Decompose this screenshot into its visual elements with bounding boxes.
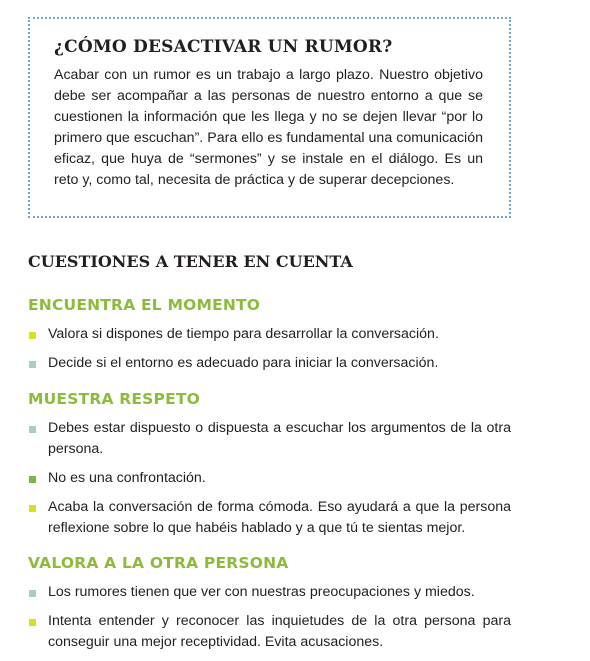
list-item-text: Debes estar dispuesto o dispuesta a escuchar los argumentos de la otra persona.: [48, 420, 511, 457]
square-bullet-icon: [29, 361, 36, 368]
tip-group: [28, 390, 511, 539]
square-bullet-icon: [29, 590, 36, 597]
list-item-text: Intenta entender y reconocer las inquietudes de la otra persona para conseguir una mejor receptividad. Evita acusaciones.: [48, 613, 511, 650]
list-item: [28, 468, 511, 489]
list-item-text: Acaba la conversación de forma cómoda. Eso ayudará a que la persona reflexione sobre lo que habéis hablado y a que tú te sientas mejor.: [48, 499, 511, 536]
group-heading: ENCUENTRA EL MOMENTO: [28, 296, 261, 314]
group-heading: MUESTRA RESPETO: [28, 390, 201, 408]
tips-content: [28, 296, 511, 661]
list-item: [28, 418, 511, 460]
list-item-text: Decide si el entorno es adecuado para iniciar la conversación.: [48, 355, 439, 371]
square-bullet-icon: [29, 476, 36, 483]
square-bullet-icon: [29, 505, 36, 512]
tip-list: [28, 324, 511, 374]
callout-body: Acabar con un rumor es un trabajo a largo plazo. Nuestro objetivo debe ser acompañar a las personas de nuestro entorno a que se cuestionen la información que les llega y no se dejen llevar “por lo primero que escuchan”. Para ello es fundamental una comunicación eficaz, que huya de “sermones” y se instale en el diálogo. Es un reto y, como tal, necesita de práctica y de superar decepciones.: [54, 67, 483, 188]
square-bullet-icon: [29, 426, 36, 433]
list-item-text: Valora si dispones de tiempo para desarrollar la conversación.: [48, 326, 439, 342]
tip-list: [28, 418, 511, 539]
list-item: [28, 324, 511, 345]
list-item: [28, 582, 511, 603]
group-heading: VALORA A LA OTRA PERSONA: [28, 554, 289, 572]
list-item: [28, 353, 511, 374]
tip-list: [28, 582, 511, 653]
tip-group: [28, 554, 511, 653]
tip-group: [28, 296, 511, 374]
list-item: [28, 497, 511, 539]
list-item-text: Los rumores tienen que ver con nuestras preocupaciones y miedos.: [48, 584, 475, 600]
callout-title: ¿CÓMO DESACTIVAR UN RUMOR?: [54, 37, 393, 57]
section-title: CUESTIONES A TENER EN CUENTA: [28, 252, 353, 271]
square-bullet-icon: [29, 619, 36, 626]
callout-box: [28, 17, 511, 218]
list-item: [28, 611, 511, 653]
square-bullet-icon: [29, 332, 36, 339]
list-item-text: No es una confrontación.: [48, 470, 206, 486]
